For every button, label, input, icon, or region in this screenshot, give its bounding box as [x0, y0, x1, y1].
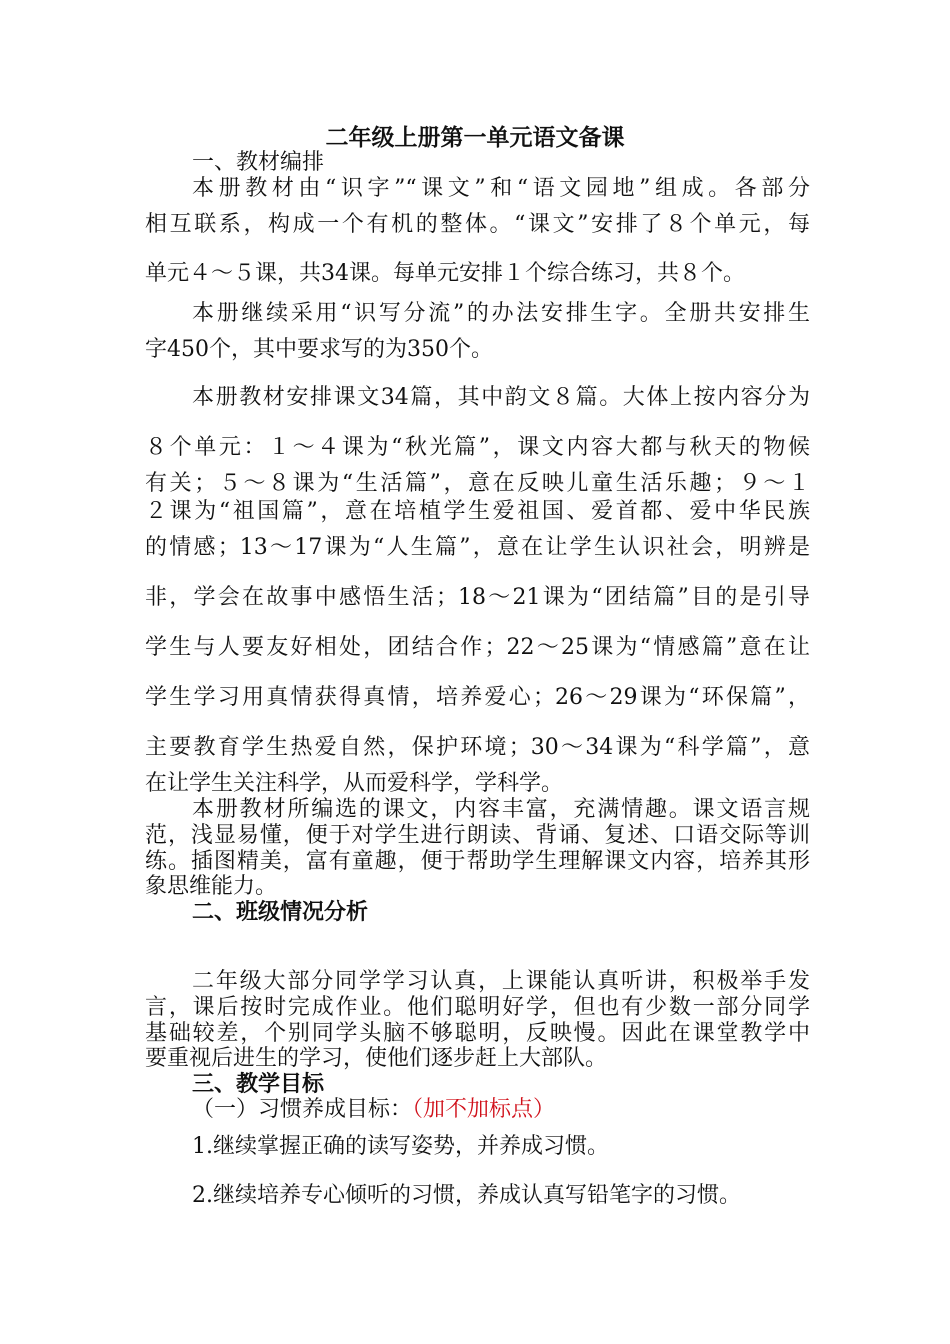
s2-p1-line-1: 二年级大部分同学学习认真，上课能认真听讲，积极举手发 — [192, 969, 810, 994]
s3-item-1: 1.继续掌握正确的读写姿势，并养成习惯。 — [192, 1134, 609, 1159]
s1-p3-line-7: 学生与人要友好相处，团结合作；22～25课为“情感篇”意在让 — [145, 635, 810, 660]
s3-sub1 — [192, 1096, 810, 1124]
section-1-heading: 一、教材编排 — [192, 150, 325, 175]
s1-p1-line-1: 本册教材由“识字”“课文”和“语文园地”组成。各部分 — [192, 176, 810, 201]
s1-p4-line-3: 练。插图精美，富有童趣，便于帮助学生理解课文内容，培养其形 — [145, 849, 810, 874]
s2-p1-line-2: 言，课后按时完成作业。他们聪明好学，但也有少数一部分同学 — [145, 995, 810, 1020]
s2-p1-line-3: 基础较差，个别同学头脑不够聪明，反映慢。因此在课堂教学中 — [145, 1021, 810, 1046]
s1-p4-line-1: 本册教材所编选的课文，内容丰富，充满情趣。课文语言规 — [192, 797, 810, 822]
s1-p3-line-1: 本册教材安排课文34篇，其中韵文８篇。大体上按内容分为 — [192, 385, 810, 410]
s1-p3-line-5: 的情感；13～17课为“人生篇”，意在让学生认识社会，明辨是 — [145, 535, 810, 560]
s3-item-2: 2.继续培养专心倾听的习惯，养成认真写铅笔字的习惯。 — [192, 1183, 741, 1208]
s3-sub1-label: （一）习惯养成目标： — [192, 1097, 413, 1122]
doc-title: 二年级上册第一单元语文备课 — [325, 124, 625, 151]
s2-p1-line-4: 要重视后进生的学习，使他们逐步赶上大部队。 — [145, 1046, 608, 1071]
s1-p3-line-4: ２课为“祖国篇”，意在培植学生爱祖国、爱首都、爱中华民族 — [145, 499, 810, 524]
s1-p2-line-1: 本册继续采用“识写分流”的办法安排生字。全册共安排生 — [192, 301, 810, 326]
section-2-heading: 二、班级情况分析 — [192, 899, 369, 925]
s1-p3-line-3: 有关；５～８课为“生活篇”，意在反映儿童生活乐趣；９～１ — [145, 471, 810, 496]
s3-sub1-note: （加不加标点） — [412, 1097, 556, 1122]
section-3-heading: 三、教学目标 — [192, 1071, 325, 1097]
s1-p3-line-8: 学生学习用真情获得真情，培养爱心；26～29课为“环保篇”， — [145, 685, 810, 710]
s1-p1-line-3: 单元４～５课，共34课。每单元安排１个综合练习，共８个。 — [145, 261, 745, 286]
s1-p3-line-6: 非，学会在故事中感悟生活；18～21课为“团结篇”目的是引导 — [145, 585, 810, 610]
s1-p3-line-2: ８个单元：１～４课为“秋光篇”，课文内容大都与秋天的物候 — [145, 435, 810, 460]
s1-p4-line-4: 象思维能力。 — [145, 874, 278, 899]
s1-p3-line-10: 在让学生关注科学，从而爱科学，学科学。 — [145, 771, 564, 796]
s1-p4-line-2: 范，浅显易懂，便于对学生进行朗读、背诵、复述、口语交际等训 — [145, 823, 810, 848]
s1-p1-line-2: 相互联系，构成一个有机的整体。“课文”安排了８个单元，每 — [145, 212, 810, 237]
s1-p2-line-2: 字450个，其中要求写的为350个。 — [145, 337, 493, 362]
s1-p3-line-9: 主要教育学生热爱自然，保护环境；30～34课为“科学篇”，意 — [145, 735, 810, 760]
